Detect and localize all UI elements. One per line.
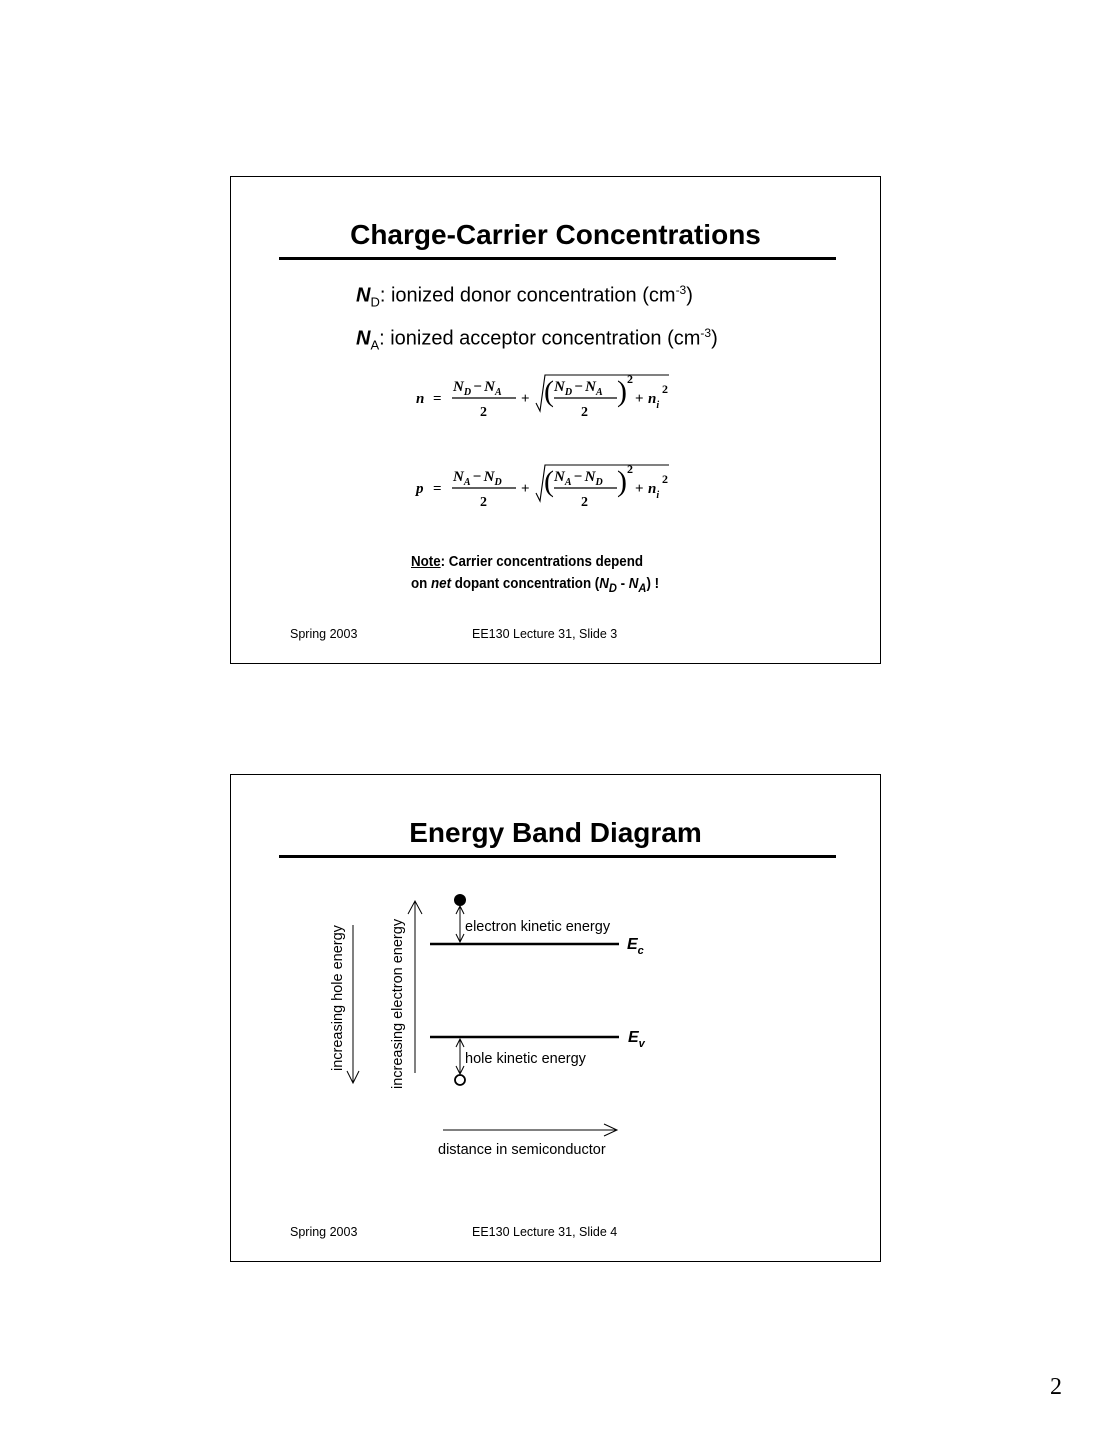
close-paren: ) [686,284,693,307]
note-text: : Carrier concentrations depend [440,554,644,570]
note-nd-sub: D [608,580,617,595]
eq-equals: = [433,481,442,497]
title-underline [279,257,836,260]
eq-plus: + [521,481,530,497]
eq-plus: + [521,391,530,407]
exponent: -3 [700,325,712,340]
energy-band-diagram [231,775,882,1263]
eq-inner-numerator: $N_D - N_A$ [554,379,603,398]
hole-ke-label: hole kinetic energy [465,1051,586,1067]
footer-slide-id: EE130 Lecture 31, Slide 3 [472,627,618,641]
note-net: net [431,576,452,592]
footer-date: Spring 2003 [290,627,358,641]
note-line-2 [411,573,659,599]
ev-label: $E_v$ [628,1029,645,1050]
eq-denominator: 2 [480,495,487,510]
definitions [356,275,718,360]
exponent: -3 [675,283,687,297]
note-text: dopant concentration ( [451,576,600,592]
note-nd: N [599,576,609,592]
left-paren: ( [544,375,554,408]
electron-energy-label: increasing electron energy [390,918,406,1089]
definition-nd [356,275,718,318]
definition-text: : ionized acceptor concentration (cm [379,327,701,350]
note-text: ) ! [646,576,660,592]
note [411,551,659,599]
footer-slide-id: EE130 Lecture 31, Slide 4 [472,1225,618,1239]
eq-power: 2 [627,372,633,386]
right-paren: ) [617,465,627,498]
equation-n [391,367,691,437]
right-paren: ) [617,375,627,408]
note-na-sub: A [638,580,647,595]
note-na: N [628,576,639,592]
eq-plus-2: + [635,481,644,497]
note-label: Note [411,554,441,570]
definition-na [356,318,718,361]
subscript-a: A [370,337,380,353]
eq-inner-denominator: 2 [581,495,588,510]
symbol-n: N [356,327,371,350]
hole-circle [455,1075,465,1085]
eq-plus-2: + [635,391,644,407]
symbol-n: N [356,284,371,307]
slide-charge-carrier-concentrations [230,176,881,664]
subscript-d: D [370,294,380,310]
left-paren: ( [544,465,554,498]
definition-text: : ionized donor concentration (cm [379,284,676,307]
eq-inner-denominator: 2 [581,405,588,420]
eq-numerator: $N_A - N_D$ [453,469,502,488]
slide-title: Energy Band Diagram [409,817,702,848]
eq-denominator: 2 [480,405,487,420]
page-number: 2 [1050,1374,1062,1400]
eq-ni-power: 2 [662,382,668,396]
eq-ni: $n_i$ [648,391,660,411]
eq-numerator: $N_D - N_A$ [453,379,502,398]
close-paren: ) [711,327,718,350]
slide-energy-band-diagram [230,774,881,1262]
equation-p [391,457,691,527]
electron-dot [454,894,466,906]
footer-date: Spring 2003 [290,1225,358,1239]
note-line-1 [411,551,659,573]
note-dash: - [616,576,629,592]
eq-lhs: p [416,481,424,497]
ec-label: $E_c$ [627,936,644,957]
eq-ni-power: 2 [662,472,668,486]
eq-power: 2 [627,462,633,476]
distance-label: distance in semiconductor [438,1142,606,1158]
slide-title: Charge-Carrier Concentrations [350,219,761,250]
note-text: on [411,576,432,592]
eq-inner-numerator: $N_A - N_D$ [554,469,603,488]
eq-lhs: n [416,391,425,407]
hole-energy-label: increasing hole energy [330,925,346,1071]
eq-equals: = [433,391,442,407]
eq-ni: $n_i$ [648,481,660,501]
electron-ke-label: electron kinetic energy [465,919,611,935]
